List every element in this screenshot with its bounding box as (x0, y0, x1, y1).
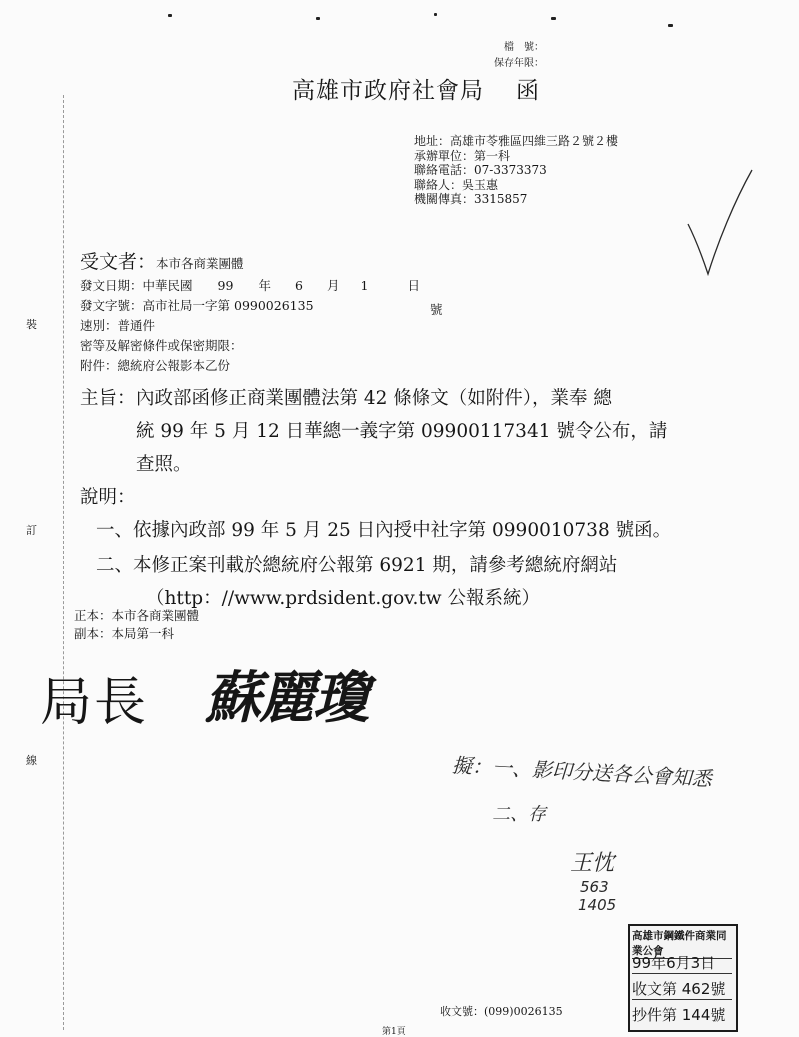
security-classification: 密等及解密條件或保密期限： (80, 338, 243, 353)
issue-year-unit: 年 (258, 278, 271, 293)
scan-speck (168, 14, 172, 17)
explanation-label: 說明： (80, 487, 136, 508)
subject-label: 主旨： (80, 388, 136, 409)
director-title: 局長 (40, 673, 149, 733)
recipient-label: 受文者： (80, 251, 157, 273)
issue-number (80, 296, 314, 314)
stamp-copy-number: 抄件第 144號 (632, 1006, 726, 1024)
issue-year: 99 (217, 278, 234, 293)
explanation-item-2-line-1: 二、本修正案刊載於總統府公報第 6921 期，請參考總統府網站 (96, 555, 618, 576)
page-number: 第1頁 (382, 1027, 406, 1037)
agency-title: 高雄市政府社會局 (292, 78, 484, 104)
issue-date (80, 276, 420, 294)
receipt-number: 收文號：(099)0026135 (440, 1005, 563, 1018)
speed-classification: 速別：普通件 (80, 318, 156, 333)
subject-line-2: 統 99 年 5 月 12 日華總一義字第 09900117341 號令公布，請 (136, 421, 668, 442)
stamp-receipt-number: 收文第 462號 (632, 978, 732, 1000)
attachment-line: 附件：總統府公報影本乙份 (80, 358, 231, 373)
issue-day-unit: 日 (407, 278, 420, 293)
issue-date-label: 發文日期：中華民國 (80, 278, 193, 293)
stamp-date: 99年6月3日 (632, 952, 732, 974)
scan-speck (668, 24, 673, 27)
binding-line (63, 95, 64, 1030)
scan-speck (316, 17, 320, 20)
handwritten-initials: 王忱 (570, 851, 615, 876)
check-mark-icon (684, 166, 754, 278)
issue-day: 1 (360, 278, 369, 293)
contact-unit: 承辦單位：第一科 (414, 148, 511, 163)
subject-line-1: 內政部函修正商業團體法第 42 條條文（如附件），業奉 總 (136, 388, 612, 409)
document-type: 函 (516, 78, 540, 104)
receipt-stamp (628, 924, 738, 1032)
contact-address: 地址：高雄市苓雅區四維三路２號２樓 (414, 134, 619, 148)
contact-person: 聯絡人：吳玉惠 (414, 177, 499, 192)
handwritten-note-line-1: 擬：一、影印分送各公會知悉 (451, 753, 713, 791)
stamp-org: 高雄市鋼鐵件商業同業公會 (632, 928, 732, 959)
binding-mark-xian: 線 (26, 754, 37, 767)
handwritten-note-line-2: 二、存 (492, 804, 546, 825)
contact-block (414, 134, 618, 207)
issue-number-value: 0990026135 (234, 298, 314, 313)
scan-speck (434, 13, 437, 16)
scan-speck (551, 17, 556, 20)
contact-fax: 機關傳真：3315857 (414, 192, 528, 206)
explanation-item-1: 一、依據內政部 99 年 5 月 25 日內授中社字第 0990010738 號函。 (96, 520, 672, 541)
handwritten-number-2: 1405 (578, 896, 617, 914)
issue-month: 6 (295, 278, 303, 293)
explanation-item-2-line-2: （http：//www.prdsident.gov.tw 公報系統） (146, 588, 541, 609)
issue-number-suffix: 號 (430, 302, 443, 317)
subject-line-3: 查照。 (136, 454, 192, 475)
binding-mark-zhuang: 裝 (26, 318, 37, 331)
binding-mark-ding: 訂 (26, 524, 37, 537)
copy-recipient: 副本：本局第一科 (74, 626, 175, 641)
issue-month-unit: 月 (326, 278, 340, 293)
contact-phone: 聯絡電話：07-3373373 (414, 163, 547, 177)
original-recipient: 正本：本市各商業團體 (74, 608, 200, 623)
recipient-line (80, 247, 244, 274)
handwritten-number-1: 563 (580, 878, 609, 896)
recipient-value: 本市各商業團體 (156, 256, 244, 271)
file-number-label: 檔 號： (504, 42, 544, 53)
director-seal-name: 蘇麗瓊 (205, 665, 367, 731)
retention-label: 保存年限： (494, 58, 544, 69)
issue-number-label: 發文字號：高市社局一字第 (80, 298, 231, 313)
